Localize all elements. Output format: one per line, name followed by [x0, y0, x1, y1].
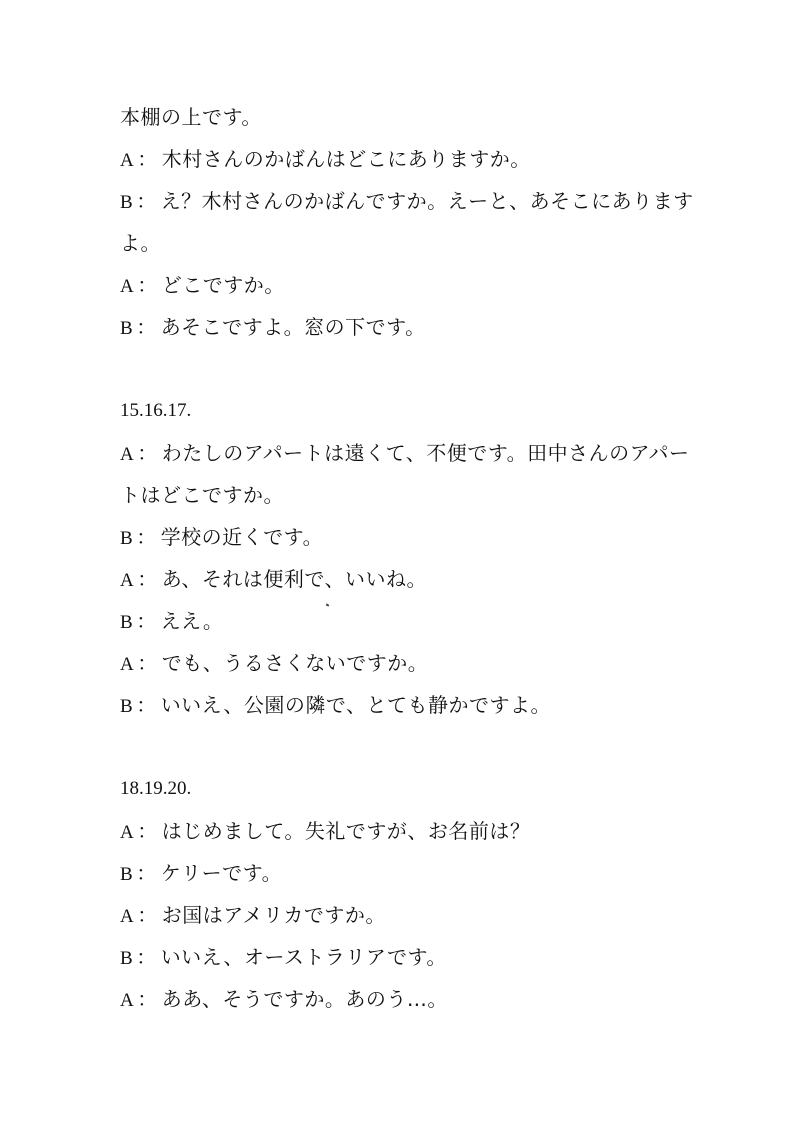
speaker-label: B: [120, 192, 134, 213]
speaker-separator: ：: [136, 609, 157, 633]
dialogue-line: [120, 902, 386, 930]
speaker-separator: ：: [137, 651, 158, 675]
speaker-separator: ：: [137, 567, 158, 591]
speaker-label: A: [120, 444, 135, 465]
speaker-label: A: [120, 822, 135, 843]
speaker-label: B: [120, 612, 134, 633]
dialogue-text: 学校の近くです。: [160, 525, 324, 549]
speaker-separator: ：: [137, 147, 158, 171]
dialogue-line: [120, 440, 690, 468]
speaker-separator: ：: [136, 525, 157, 549]
speaker-separator: ：: [137, 987, 158, 1011]
dialogue-line: [120, 818, 530, 846]
dialogue-line: [120, 146, 531, 174]
dialogue-text: え？木村さんのかばんですか。えーと、あそこにあります: [160, 189, 694, 213]
dialogue-text: はじめまして。失礼ですが、お名前は？: [161, 819, 531, 843]
speaker-separator: ：: [136, 189, 157, 213]
speaker-separator: ：: [136, 693, 157, 717]
speaker-separator: ：: [137, 819, 158, 843]
continuation-line: [120, 230, 161, 256]
dialogue-line: [120, 860, 282, 888]
speaker-label: A: [120, 906, 135, 927]
dialogue-text: お国はアメリカですか。: [161, 903, 386, 927]
speaker-separator: ：: [137, 903, 158, 927]
continuation-line: [120, 104, 262, 130]
dialogue-line: [120, 314, 426, 342]
dialogue-text: トはどこですか。: [120, 483, 284, 507]
speaker-label: A: [120, 990, 135, 1011]
continuation-line: [120, 482, 284, 508]
speaker-separator: ：: [136, 945, 157, 969]
speaker-separator: ：: [137, 273, 158, 297]
section-heading: 15.16.17.: [120, 400, 192, 421]
dialogue-line: [120, 188, 694, 216]
dialogue-text: よ。: [120, 231, 161, 255]
dialogue-line: [120, 692, 551, 720]
dialogue-text: あそこですよ。窓の下です。: [160, 315, 426, 339]
dialogue-line: [120, 650, 428, 678]
speaker-label: A: [120, 150, 135, 171]
speaker-label: B: [120, 864, 134, 885]
speaker-label: A: [120, 276, 135, 297]
dialogue-line: [120, 566, 427, 594]
dialogue-line: [120, 986, 448, 1014]
dialogue-text: いいえ、公園の隣で、とても静かですよ。: [160, 693, 551, 717]
speaker-separator: ：: [137, 441, 158, 465]
speaker-separator: ：: [136, 861, 157, 885]
speaker-label: B: [120, 696, 134, 717]
dialogue-text: ケリーです。: [160, 861, 283, 885]
dialogue-text: あ、それは便利で、いいね。: [161, 567, 428, 591]
dialogue-text: いいえ、オーストラリアです。: [160, 945, 447, 969]
dialogue-line: [120, 944, 447, 972]
speaker-label: A: [120, 654, 135, 675]
speaker-separator: ：: [136, 315, 157, 339]
speaker-label: B: [120, 318, 134, 339]
dialogue-text: どこですか。: [161, 273, 285, 297]
speaker-label: A: [120, 570, 135, 591]
dialogue-text: 木村さんのかばんはどこにありますか。: [161, 147, 531, 171]
dialogue-text: ええ。: [160, 609, 224, 633]
dialogue-text: わたしのアパートは遠くて、不便です。田中さんのアパー: [161, 441, 690, 465]
dialogue-text: 本棚の上です。: [120, 105, 262, 129]
speaker-label: B: [120, 528, 134, 549]
speaker-label: B: [120, 948, 134, 969]
dialogue-line: [120, 608, 223, 636]
section-heading: 18.19.20.: [120, 778, 192, 799]
dialogue-line: [120, 272, 285, 300]
scan-speck: [326, 603, 330, 606]
dialogue-text: ああ、そうですか。あのう…。: [161, 987, 448, 1011]
dialogue-line: [120, 524, 323, 552]
dialogue-text: でも、うるさくないですか。: [161, 651, 429, 675]
